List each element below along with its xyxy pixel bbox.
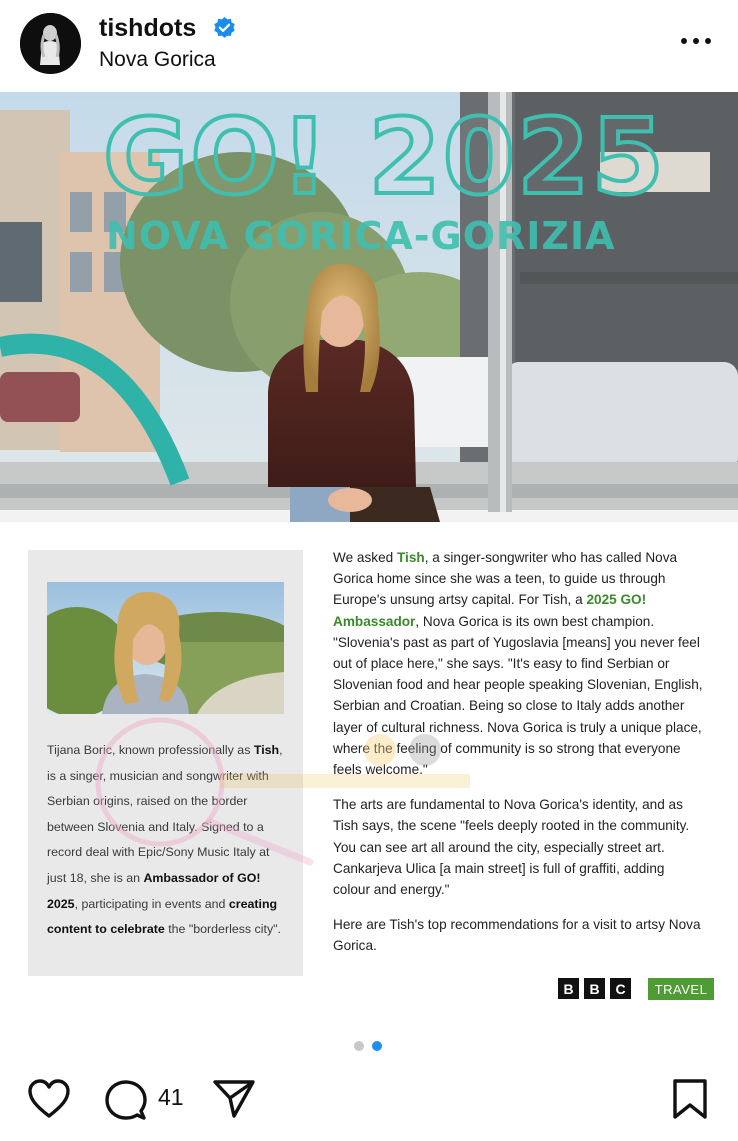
banner-photo [0,92,738,522]
banner-subtitle: NOVA GORICA-GORIZIA [106,214,616,258]
carousel-dot[interactable] [354,1041,364,1051]
caption-bold: Ambassador of GO! 2025 [47,870,261,911]
dot-icon [705,38,711,44]
dot-icon [693,38,699,44]
bookmark-icon[interactable] [672,1078,708,1120]
post-location[interactable]: Nova Gorica [99,48,216,71]
article-highlight: 2025 GO! Ambassador [333,592,647,629]
comment-icon[interactable] [104,1078,148,1122]
carousel-indicator [354,1041,382,1051]
carousel-dot-active[interactable] [372,1041,382,1051]
bbc-letter: B [558,978,579,999]
caption-text: Tijana Boric, known professionally as [47,743,254,757]
caption-text: , is a singer, musician and songwriter with Serbian origins, raised on the border between Slovenia and Italy. Signed to a record deal with Epic/Sony Music Italy at just 18, she is an [47,743,283,885]
article-text: , a singer-songwriter who has called Nova Gorica home since she was a teen, to guide us through Europe's unsung artsy capital. For Tish, a [333,550,678,608]
card-caption [47,738,292,943]
profile-card [28,550,303,976]
caption-text: , participating in events and [74,896,229,911]
article-paragraph [333,547,705,780]
article-text: We asked [333,550,397,565]
post-image[interactable] [0,92,738,1022]
article-highlight: Tish [396,550,425,565]
heart-icon[interactable] [26,1078,72,1120]
avatar[interactable] [20,13,81,74]
action-bar [0,1070,738,1130]
bbc-letter: B [584,978,605,999]
article-paragraph: Here are Tish's top recommendations for a visit to artsy Nova Gorica. [333,917,701,954]
comment-count: 41 [158,1084,184,1110]
caption-text: the "borderless city". [164,922,281,937]
article-text: , Nova Gorica is its own best champion. "Slovenia's past as part of Yugoslavia [means] you never feel out of place here," she says. "It's easy to find Serbian or Slovenian food and hear people speaking Slovenian, English, Serbian and Croatian. Being so close to Italy adds another layer of cultural richness. Nova Gorica is truly a unique place, where the feeling of community is so strong that everyone feels welcome." [333,613,703,778]
article-paragraph: The arts are fundamental to Nova Gorica's identity, and as Tish says, the scene "feels deeply rooted in the community. You can see art all around the city, especially street art. Cankarjeva Ulica [a main street] is full of graffiti, adding colour and energy." [333,797,690,898]
verified-badge-icon [212,16,237,41]
banner-title: GO! 2025 [103,96,666,218]
send-icon[interactable] [212,1078,256,1120]
article-body [333,547,705,971]
travel-section-badge: TRAVEL [648,978,714,1000]
bbc-logo [558,978,631,999]
more-options-icon[interactable] [675,27,717,55]
username[interactable]: tishdots [99,14,197,42]
card-portrait [47,582,284,714]
post-header [0,0,738,92]
bbc-letter: C [610,978,631,999]
caption-bold: Tish [253,743,280,757]
caption-bold: creating content to celebrate [47,896,278,937]
dot-icon [681,38,687,44]
